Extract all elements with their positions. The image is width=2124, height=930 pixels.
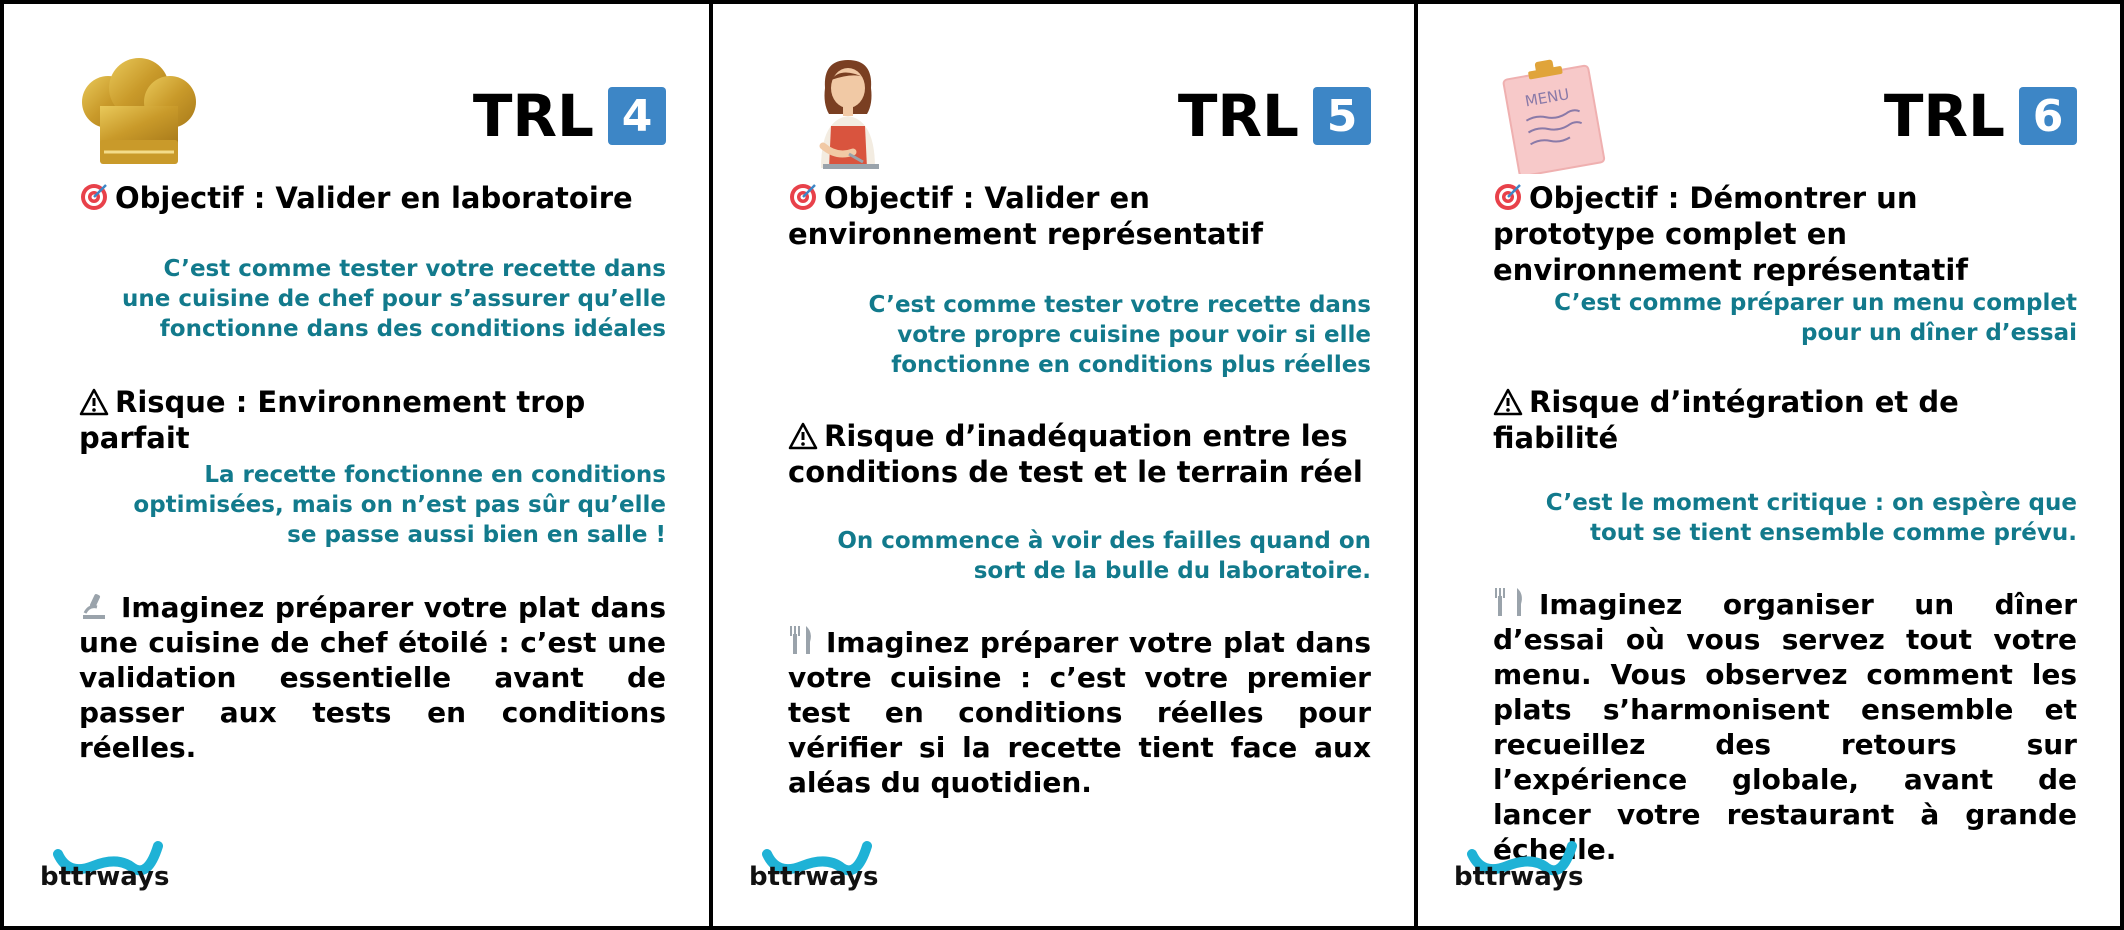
logo-text: bttrways: [40, 862, 170, 892]
target-icon: [788, 182, 818, 212]
warning-icon: [1493, 388, 1523, 416]
warning-icon: [79, 388, 109, 416]
body-paragraph: [79, 590, 666, 765]
objective-analogy: C’est comme tester votre recette dans votre propre cuisine pour voir si elle fonctionne en conditions plus réelles: [868, 292, 1371, 378]
trl-level-badge: 5: [1313, 87, 1371, 145]
chef-hat-icon: [74, 54, 204, 174]
risk-detail: On commence à voir des failles quand on sort de la bulle du laboratoire.: [837, 528, 1371, 584]
warning-icon: [788, 422, 818, 450]
trl-label: TRL: [1177, 82, 1299, 150]
card-content: [788, 180, 1371, 800]
risk-text: Risque d’intégration et de fiabilité: [1493, 385, 1959, 455]
microscope-icon: [79, 591, 109, 621]
fork-knife-icon: [1493, 586, 1527, 618]
risk-detail: C’est le moment critique : on espère que tout se tient ensemble comme prévu.: [1545, 490, 2077, 546]
menu-clipboard-icon: [1488, 54, 1618, 174]
risk-heading: [788, 418, 1371, 490]
fork-knife-icon: [788, 624, 814, 656]
objective-analogy: C’est comme préparer un menu complet pour un dîner d’essai: [1554, 290, 2077, 346]
target-icon: [79, 182, 109, 212]
objective-analogy: C’est comme tester votre recette dans une cuisine de chef pour s’assurer qu’elle fonctionne dans des conditions idéales: [121, 256, 666, 342]
objective-heading: [79, 180, 666, 216]
body-paragraph: [788, 624, 1371, 800]
risk-text: Risque : Environnement trop parfait: [79, 385, 586, 455]
bttrways-logo: [749, 836, 889, 892]
trl-heading: [1177, 82, 1371, 150]
risk-heading: [79, 384, 666, 456]
trl-label: TRL: [1883, 82, 2005, 150]
objective-heading: [788, 180, 1371, 252]
trl-heading: [472, 82, 666, 150]
trl-level-badge: 6: [2019, 87, 2077, 145]
objective-text: Objectif : Valider en environnement représentatif: [788, 181, 1263, 251]
logo-text: bttrways: [1454, 862, 1584, 892]
trl-card-4: [4, 4, 709, 926]
risk-text: Risque d’inadéquation entre les conditions de test et le terrain réel: [788, 419, 1363, 489]
trl-card-6: [1414, 4, 2120, 926]
trl-card-5: [709, 4, 1414, 926]
target-icon: [1493, 182, 1523, 212]
trl-level-badge: 4: [608, 87, 666, 145]
card-content: [1493, 180, 2077, 867]
objective-heading: [1493, 180, 2077, 288]
trl-label: TRL: [472, 82, 594, 150]
risk-detail: La recette fonctionne en conditions optimisées, mais on n’est pas sûr qu’elle se passe aussi bien en salle !: [133, 462, 666, 548]
objective-text: Objectif : Démontrer un prototype complet en environnement représentatif: [1493, 181, 1968, 287]
cook-woman-icon: [783, 54, 913, 174]
body-text: Imaginez préparer votre plat dans votre cuisine : c’est votre premier test en conditions réelles pour vérifier si la recette tient face aux aléas du quotidien.: [788, 626, 1371, 799]
trl-heading: [1883, 82, 2077, 150]
card-content: [79, 180, 666, 765]
logo-text: bttrways: [749, 862, 879, 892]
bttrways-logo: [40, 836, 180, 892]
bttrways-logo: [1454, 836, 1594, 892]
menu-label: MENU: [1523, 85, 1571, 111]
body-text: Imaginez organiser un dîner d’essai où vous servez tout votre menu. Vous observez comment les plats s’harmonisent ensemble et recueillez des retours sur l’expérience globale, avant de lancer votre restaurant à grande échelle.: [1493, 588, 2077, 866]
body-text: Imaginez préparer votre plat dans une cuisine de chef étoilé : c’est une validation essentielle avant de passer aux tests en conditions réelles.: [79, 591, 666, 764]
risk-heading: [1493, 384, 2077, 456]
objective-text: Objectif : Valider en laboratoire: [115, 181, 633, 215]
body-paragraph: [1493, 586, 2077, 867]
